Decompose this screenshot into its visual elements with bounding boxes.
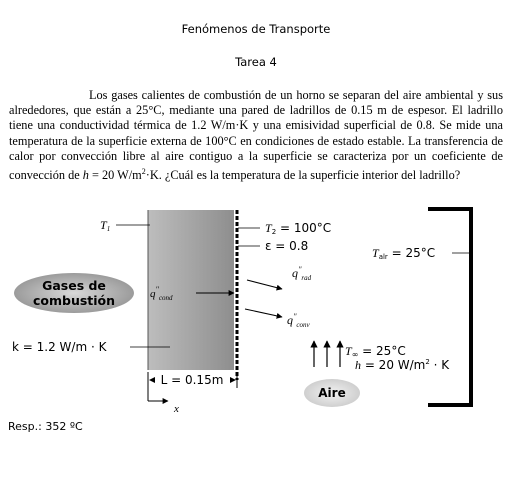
thickness-label: L = 0.15m [160, 373, 224, 387]
course-title: Fenómenos de Transporte [181, 22, 331, 36]
l-dimension-right-arrow [230, 377, 236, 383]
h-unit-exponent: 2 [141, 167, 146, 177]
tsur-label: Talr = 25°C [372, 246, 436, 261]
wall-heat-transfer-figure [0, 205, 512, 417]
gases-label-line2: combustión [32, 293, 116, 308]
q-rad-label: $q''_{rad}$ [292, 265, 312, 282]
h-symbol: h [82, 168, 89, 183]
q-conv-label: $q''_{conv}$ [287, 312, 310, 329]
ambient-temperature: 25°C [136, 103, 162, 118]
aire-label: Aire [318, 386, 346, 400]
x-axis-label: x [174, 403, 179, 415]
q-conv-arrow [245, 309, 282, 317]
q-rad-arrow [247, 280, 282, 289]
problem-statement [9, 88, 503, 183]
answer: Resp.: 352 ºC [8, 420, 83, 433]
t1-label: T1 [100, 218, 111, 233]
problem-text-part: ·K. ¿Cuál es la temperatura de la superficie interior del ladrillo? [145, 168, 461, 183]
k-label: k = 1.2 W/m · K [12, 340, 107, 354]
h-value: = 20 W/m [88, 168, 142, 183]
problem-text-part: , mediante una pared de ladrillos de 0.15 m de espesor. El ladrillo tiene una conductividad térmica de 1.2 W/m·K y una emisividad superficial de 0.8. Se mide una temperatura de la superficie externa de 100°C en condiciones de estado estable. La transferencia de calor por convección libre al aire contiguo a la superficie se caracteriza por un coeficiente de convección de [9, 103, 503, 183]
h-label: h = 20 $W/m^2 \cdot K$ [355, 358, 450, 372]
brick-wall [148, 210, 234, 370]
surroundings-enclosure [428, 209, 471, 405]
emissivity-label: ε = 0.8 [265, 239, 309, 253]
l-dimension-left-arrow [149, 377, 155, 383]
q-cond-label: $q''_{cond}$ [150, 285, 173, 302]
t2-label: T2 = 100°C [265, 221, 332, 236]
problem-text-part: Los gases calientes de combustión de un horno se separan del aire ambiental y sus alrededores, que están a [9, 88, 503, 118]
assignment-title: Tarea 4 [235, 55, 277, 69]
tinf-label: T∞ = 25°C [345, 344, 406, 359]
gases-label-line1: Gases de [42, 278, 106, 293]
